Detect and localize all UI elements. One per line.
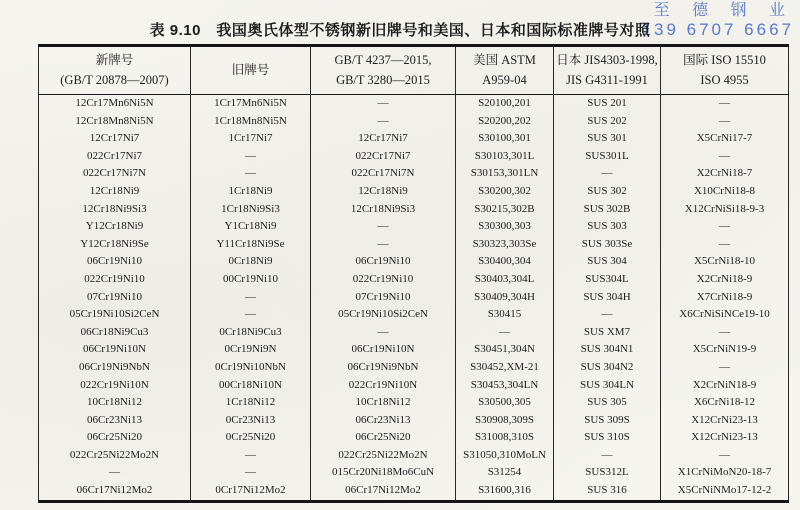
table-cell: SUS 310S bbox=[554, 429, 661, 447]
table-cell: S31008,310S bbox=[456, 429, 554, 447]
table-cell: 10Cr18Ni12 bbox=[87, 396, 142, 409]
table-cell: 06Cr17Ni12Mo2 bbox=[311, 482, 456, 501]
table-cell: X6CrNi18-12 bbox=[661, 394, 789, 412]
table-cell: 06Cr19Ni10 bbox=[87, 255, 142, 268]
table-header bbox=[39, 46, 789, 95]
column-header-new-grade: 新牌号 (GB/T 20878—2007) bbox=[39, 46, 191, 95]
watermark-company: 至 德 钢 业 bbox=[653, 2, 794, 19]
table-cell: — bbox=[191, 148, 311, 166]
table-cell: — bbox=[311, 218, 456, 236]
table-cell: S30323,303Se bbox=[456, 236, 554, 254]
table-cell: SUS 309S bbox=[554, 412, 661, 430]
table-cell: S30103,301L bbox=[456, 148, 554, 166]
table-cell: SUS 304 bbox=[554, 253, 661, 271]
table-cell: 12Cr18Ni9 bbox=[311, 183, 456, 201]
table-cell: — bbox=[661, 218, 789, 236]
table-row bbox=[39, 95, 789, 113]
table-cell: 06Cr25Ni20 bbox=[87, 431, 142, 444]
table-cell: X1CrNiMoN20-18-7 bbox=[661, 464, 789, 482]
table-cell: SUS 304N2 bbox=[554, 359, 661, 377]
table-cell: SUS 302B bbox=[554, 201, 661, 219]
table-cell: Y1Cr18Ni9 bbox=[191, 218, 311, 236]
table-row bbox=[39, 482, 789, 501]
table-cell: 0Cr23Ni13 bbox=[191, 412, 311, 430]
table-cell: S30300,303 bbox=[456, 218, 554, 236]
table-cell: — bbox=[191, 165, 311, 183]
table-cell: — bbox=[661, 148, 789, 166]
table-cell: 12Cr18Mn8Ni5N bbox=[75, 114, 154, 127]
table-cell: S30100,301 bbox=[456, 130, 554, 148]
table-cell: SUS 301 bbox=[554, 130, 661, 148]
table-cell: 022Cr17Ni7 bbox=[311, 148, 456, 166]
table-cell: 022Cr19Ni10N bbox=[80, 378, 149, 391]
table-cell: SUS 303Se bbox=[554, 236, 661, 254]
table-cell: 1Cr18Ni9 bbox=[191, 183, 311, 201]
table-row bbox=[39, 377, 789, 395]
table-cell: 1Cr17Ni7 bbox=[191, 130, 311, 148]
table-row bbox=[39, 271, 789, 289]
table-cell: — bbox=[311, 95, 456, 113]
table-cell: S30415 bbox=[456, 306, 554, 324]
table-cell: — bbox=[661, 324, 789, 342]
table-cell: 12Cr17Ni7 bbox=[311, 130, 456, 148]
table-row bbox=[39, 324, 789, 342]
table-cell: S20200,202 bbox=[456, 113, 554, 131]
table-cell: S30908,309S bbox=[456, 412, 554, 430]
table-cell: 05Cr19Ni10Si2CeN bbox=[69, 308, 160, 321]
table-row bbox=[39, 148, 789, 166]
table-cell: X12CrNi23-13 bbox=[661, 412, 789, 430]
table-cell: 00Cr19Ni10 bbox=[191, 271, 311, 289]
table-cell: X12CrNi23-13 bbox=[661, 429, 789, 447]
table-cell: Y11Cr18Ni9Se bbox=[191, 236, 311, 254]
table-cell: 06Cr18Ni9Cu3 bbox=[80, 325, 149, 338]
table-row bbox=[39, 412, 789, 430]
table-cell: 12Cr18Ni9Si3 bbox=[311, 201, 456, 219]
table-title: 表 9.10 我国奥氏体型不锈钢新旧牌号和美国、日本和国际标准牌号对照 bbox=[149, 22, 651, 39]
table-cell: — bbox=[456, 324, 554, 342]
table-cell: — bbox=[661, 447, 789, 465]
grade-comparison-table bbox=[38, 44, 789, 503]
table-cell: S31600,316 bbox=[456, 482, 554, 501]
table-cell: S30409,304H bbox=[456, 289, 554, 307]
table-row bbox=[39, 359, 789, 377]
table-cell: S30451,304N bbox=[456, 341, 554, 359]
table-cell: — bbox=[311, 324, 456, 342]
table-row bbox=[39, 464, 789, 482]
table-row bbox=[39, 306, 789, 324]
table-row bbox=[39, 341, 789, 359]
table-cell: SUS304L bbox=[554, 271, 661, 289]
table-cell: 022Cr17Ni7 bbox=[87, 149, 142, 162]
table-cell: SUS 316 bbox=[554, 482, 661, 501]
table-cell: 06Cr23Ni13 bbox=[311, 412, 456, 430]
table-cell: 06Cr19Ni10 bbox=[311, 253, 456, 271]
table-cell: X6CrNiSiNCe19-10 bbox=[661, 306, 789, 324]
table-cell: — bbox=[311, 113, 456, 131]
table-cell: SUS312L bbox=[554, 464, 661, 482]
table-cell: 0Cr19Ni10NbN bbox=[191, 359, 311, 377]
table-cell: S30400,304 bbox=[456, 253, 554, 271]
table-body bbox=[39, 95, 789, 502]
table-cell: 06Cr19Ni10N bbox=[83, 343, 146, 356]
table-row bbox=[39, 113, 789, 131]
table-cell: 1Cr18Ni9Si3 bbox=[191, 201, 311, 219]
column-header-jis: 日本 JIS4303-1998, JIS G4311-1991 bbox=[554, 46, 661, 95]
table-cell: S31050,310MoLN bbox=[456, 447, 554, 465]
table-cell: 06Cr23Ni13 bbox=[87, 413, 142, 426]
table-cell: — bbox=[191, 447, 311, 465]
table-row bbox=[39, 201, 789, 219]
table-cell: 00Cr18Ni10N bbox=[191, 377, 311, 395]
table-cell: SUS301L bbox=[554, 148, 661, 166]
table-cell: 022Cr17Ni7N bbox=[311, 165, 456, 183]
table-cell: 022Cr25Ni22Mo2N bbox=[311, 447, 456, 465]
table-cell: 022Cr19Ni10 bbox=[311, 271, 456, 289]
table-cell: S30500,305 bbox=[456, 394, 554, 412]
table-cell: 12Cr18Ni9Si3 bbox=[82, 202, 147, 215]
table-cell: S31254 bbox=[456, 464, 554, 482]
table-cell: — bbox=[191, 464, 311, 482]
table-cell: — bbox=[191, 289, 311, 307]
table-cell: 06Cr19Ni10N bbox=[311, 341, 456, 359]
table-cell: 12Cr17Ni7 bbox=[89, 132, 140, 145]
table-cell: 0Cr19Ni9N bbox=[191, 341, 311, 359]
table-cell: — bbox=[661, 95, 789, 113]
table-cell: 06Cr17Ni12Mo2 bbox=[76, 484, 153, 497]
table-cell: 12Cr18Ni9 bbox=[89, 184, 140, 197]
table-cell: 06Cr25Ni20 bbox=[311, 429, 456, 447]
table-cell: — bbox=[191, 306, 311, 324]
table-cell: 07Cr19Ni10 bbox=[311, 289, 456, 307]
table-cell: S30453,304LN bbox=[456, 377, 554, 395]
table-cell: 0Cr17Ni12Mo2 bbox=[191, 482, 311, 501]
table-cell: SUS 304H bbox=[554, 289, 661, 307]
table-cell: SUS 304N1 bbox=[554, 341, 661, 359]
table-row bbox=[39, 429, 789, 447]
table-cell: X5CrNiN19-9 bbox=[661, 341, 789, 359]
table-cell: Y12Cr18Ni9 bbox=[85, 220, 144, 233]
table-cell: 015Cr20Ni18Mo6CuN bbox=[311, 464, 456, 482]
table-cell: SUS 304LN bbox=[554, 377, 661, 395]
table-cell: — bbox=[554, 306, 661, 324]
table-cell: S30403,304L bbox=[456, 271, 554, 289]
table-cell: S30215,302B bbox=[456, 201, 554, 219]
table-cell: S20100,201 bbox=[456, 95, 554, 113]
table-cell: X5CrNi17-7 bbox=[661, 130, 789, 148]
table-cell: 0Cr25Ni20 bbox=[191, 429, 311, 447]
table-cell: X5CrNi18-10 bbox=[661, 253, 789, 271]
table-cell: 0Cr18Ni9Cu3 bbox=[191, 324, 311, 342]
table-cell: S30452,XM-21 bbox=[456, 359, 554, 377]
table-cell: SUS 302 bbox=[554, 183, 661, 201]
table-row bbox=[39, 218, 789, 236]
table-cell: — bbox=[109, 466, 120, 479]
table-cell: — bbox=[661, 359, 789, 377]
table-cell: — bbox=[554, 447, 661, 465]
table-cell: 05Cr19Ni10Si2CeN bbox=[311, 306, 456, 324]
table-row bbox=[39, 183, 789, 201]
table-cell: X2CrNi18-7 bbox=[661, 165, 789, 183]
table-cell: 022Cr17Ni7N bbox=[83, 167, 146, 180]
column-header-astm: 美国 ASTM A959-04 bbox=[456, 46, 554, 95]
table-cell: SUS 303 bbox=[554, 218, 661, 236]
table-cell: 12Cr17Mn6Ni5N bbox=[75, 97, 154, 109]
table-row bbox=[39, 165, 789, 183]
table-cell: 06Cr19Ni9NbN bbox=[79, 360, 150, 373]
table-cell: 022Cr19Ni10N bbox=[311, 377, 456, 395]
table-cell: 022Cr25Ni22Mo2N bbox=[69, 448, 160, 461]
table-cell: — bbox=[661, 113, 789, 131]
table-row bbox=[39, 394, 789, 412]
table-cell: SUS 201 bbox=[554, 95, 661, 113]
table-cell: 022Cr19Ni10 bbox=[84, 272, 145, 285]
table-cell: S30200,302 bbox=[456, 183, 554, 201]
table-row bbox=[39, 289, 789, 307]
table-row bbox=[39, 236, 789, 254]
table-cell: 07Cr19Ni10 bbox=[87, 290, 142, 303]
table-row bbox=[39, 447, 789, 465]
table-cell: S30153,301LN bbox=[456, 165, 554, 183]
table-cell: — bbox=[554, 165, 661, 183]
table-cell: — bbox=[661, 236, 789, 254]
table-cell: Y12Cr18Ni9Se bbox=[80, 237, 149, 250]
table-cell: 10Cr18Ni12 bbox=[311, 394, 456, 412]
table-cell: 06Cr19Ni9NbN bbox=[311, 359, 456, 377]
table-cell: X10CrNi18-8 bbox=[661, 183, 789, 201]
table-cell: 1Cr18Mn8Ni5N bbox=[191, 113, 311, 131]
table-cell: SUS 305 bbox=[554, 394, 661, 412]
column-header-gbt: GB/T 4237—2015, GB/T 3280—2015 bbox=[311, 46, 456, 95]
table-cell: SUS 202 bbox=[554, 113, 661, 131]
table-cell: X5CrNiNMo17-12-2 bbox=[661, 482, 789, 501]
table-cell: X2CrNi18-9 bbox=[661, 271, 789, 289]
table-cell: — bbox=[311, 236, 456, 254]
table-cell: X7CrNi18-9 bbox=[661, 289, 789, 307]
table-cell: 1Cr17Mn6Ni5N bbox=[191, 95, 311, 113]
column-header-iso: 国际 ISO 15510 ISO 4955 bbox=[661, 46, 789, 95]
table-cell: 0Cr18Ni9 bbox=[191, 253, 311, 271]
table-cell: X2CrNiN18-9 bbox=[661, 377, 789, 395]
column-header-old-grade: 旧牌号 bbox=[191, 46, 311, 95]
table-row bbox=[39, 130, 789, 148]
table-cell: SUS XM7 bbox=[554, 324, 661, 342]
table-cell: 1Cr18Ni12 bbox=[191, 394, 311, 412]
table-cell: X12CrNiSi18-9-3 bbox=[661, 201, 789, 219]
header-row bbox=[39, 46, 789, 95]
watermark-phone: 139 6707 6667 bbox=[641, 20, 794, 40]
table-row bbox=[39, 253, 789, 271]
